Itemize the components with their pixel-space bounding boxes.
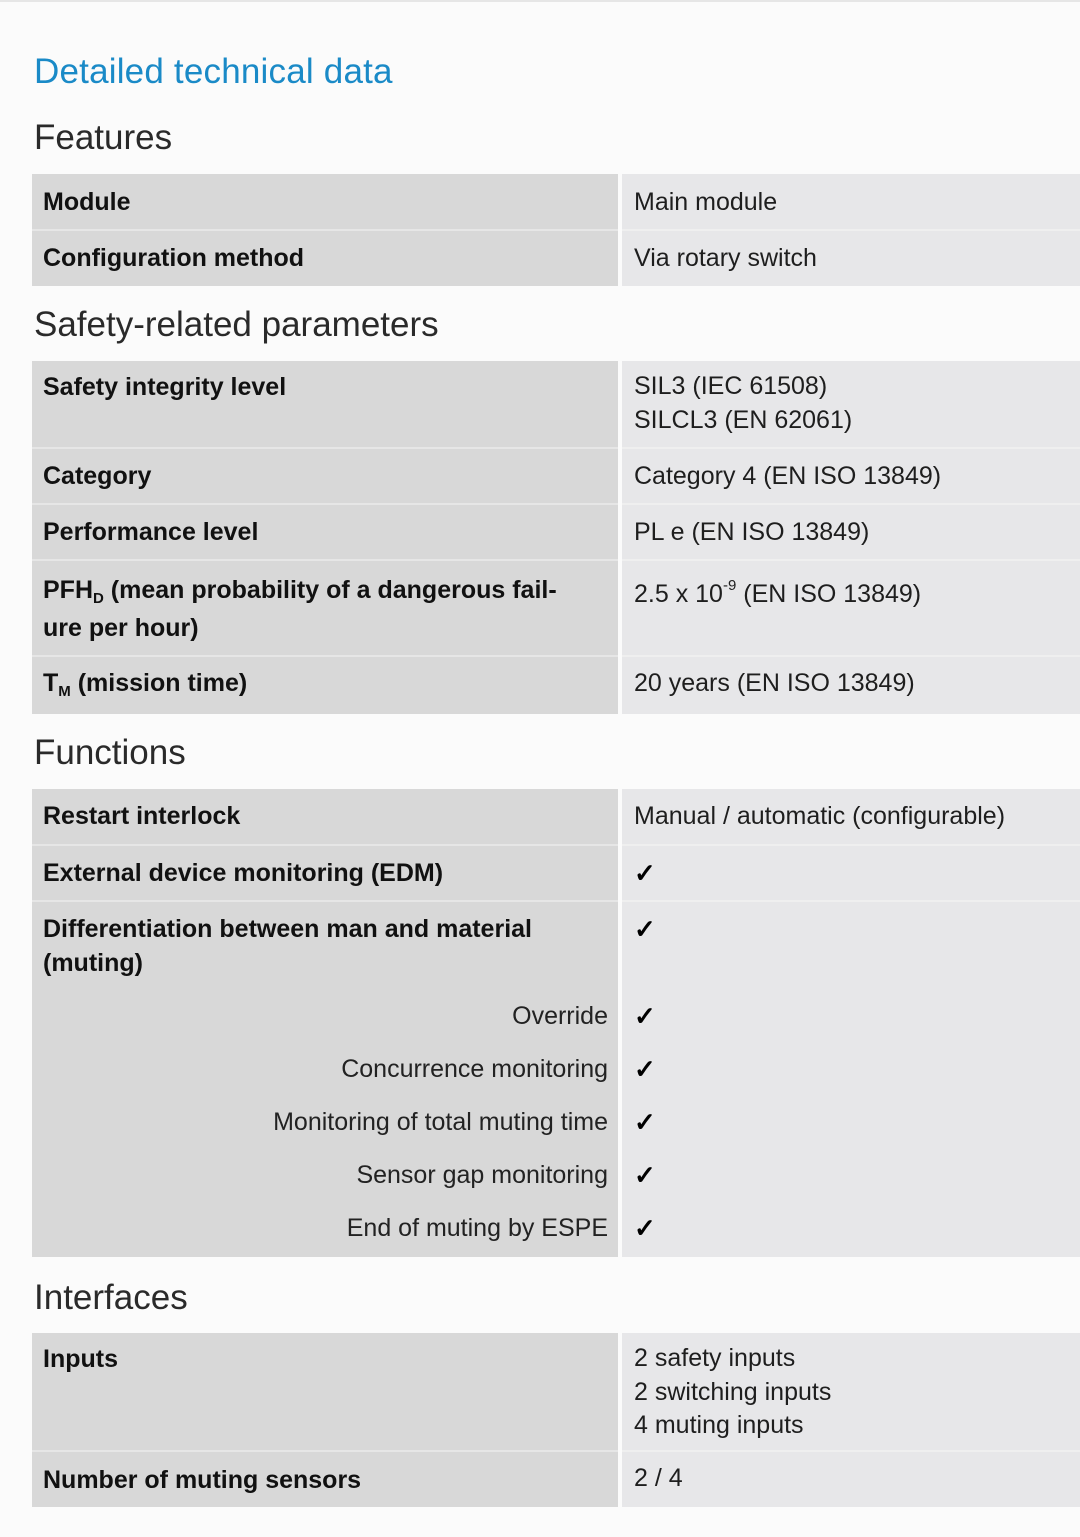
safety-table — [32, 361, 1080, 714]
row-key: Inputs — [32, 1333, 620, 1451]
row-key: Number of muting sensors — [32, 1451, 620, 1507]
table-row — [32, 1042, 1080, 1095]
interfaces-table — [32, 1333, 1080, 1507]
row-value — [620, 989, 1080, 1042]
row-value: Main module — [620, 174, 1080, 230]
row-value: Category 4 (EN ISO 13849) — [620, 448, 1080, 504]
table-row — [32, 845, 1080, 901]
page-title: Detailed technical data — [34, 52, 393, 91]
row-value: SIL3 (IEC 61508) SILCL3 (EN 62061) — [620, 361, 1080, 448]
row-value: Manual / automatic (configurable) — [620, 789, 1080, 845]
row-key: Concurrence monitoring — [32, 1042, 620, 1095]
functions-table — [32, 789, 1080, 1257]
section-title-functions: Functions — [34, 733, 186, 772]
table-row — [32, 1095, 1080, 1148]
table-row — [32, 789, 1080, 845]
row-key: $T_M$ (mission time) — [32, 656, 620, 714]
table-row — [32, 448, 1080, 504]
row-value: 2 / 4 — [620, 1451, 1080, 1507]
row-value — [620, 1095, 1080, 1148]
row-key: Safety integrity level — [32, 361, 620, 448]
table-row — [32, 230, 1080, 286]
row-value — [620, 1201, 1080, 1257]
row-value: 20 years (EN ISO 13849) — [620, 656, 1080, 714]
row-key: Differentiation between man and material (muting) — [32, 901, 620, 989]
row-value: 2.5 x $10^{-9}$ (EN ISO 13849) — [620, 560, 1080, 656]
section-title-safety: Safety-related parameters — [34, 305, 439, 344]
checkmark-icon: ✓ — [634, 1213, 656, 1243]
table-row — [32, 989, 1080, 1042]
row-key: Restart interlock — [32, 789, 620, 845]
row-value — [620, 845, 1080, 901]
table-row — [32, 361, 1080, 448]
row-key: Category — [32, 448, 620, 504]
row-value — [620, 1042, 1080, 1095]
row-value: Via rotary switch — [620, 230, 1080, 286]
table-row — [32, 504, 1080, 560]
row-key: Sensor gap monitoring — [32, 1148, 620, 1201]
row-key: End of muting by ESPE — [32, 1201, 620, 1257]
table-row — [32, 1333, 1080, 1451]
table-row — [32, 901, 1080, 989]
checkmark-icon: ✓ — [634, 1054, 656, 1084]
row-key: Performance level — [32, 504, 620, 560]
row-key: Module — [32, 174, 620, 230]
top-divider — [0, 0, 1080, 2]
checkmark-icon: ✓ — [634, 1107, 656, 1137]
row-value — [620, 1148, 1080, 1201]
section-title-interfaces: Interfaces — [34, 1278, 188, 1317]
checkmark-icon: ✓ — [634, 914, 656, 944]
table-row — [32, 1148, 1080, 1201]
row-value — [620, 901, 1080, 989]
table-row — [32, 560, 1080, 656]
checkmark-icon: ✓ — [634, 858, 656, 888]
row-key: Override — [32, 989, 620, 1042]
table-row — [32, 1201, 1080, 1257]
row-value: 2 safety inputs 2 switching inputs 4 muting inputs — [620, 1333, 1080, 1451]
section-title-features: Features — [34, 118, 173, 157]
checkmark-icon: ✓ — [634, 1160, 656, 1190]
features-table — [32, 174, 1080, 286]
checkmark-icon: ✓ — [634, 1001, 656, 1031]
table-row — [32, 174, 1080, 230]
table-row — [32, 1451, 1080, 1507]
row-key: $PFH_D$ (mean probability of a dangerous fail- ure per hour) — [32, 560, 620, 656]
row-key: Monitoring of total muting time — [32, 1095, 620, 1148]
row-key: Configuration method — [32, 230, 620, 286]
row-key: External device monitoring (EDM) — [32, 845, 620, 901]
row-value: PL e (EN ISO 13849) — [620, 504, 1080, 560]
table-row — [32, 656, 1080, 714]
